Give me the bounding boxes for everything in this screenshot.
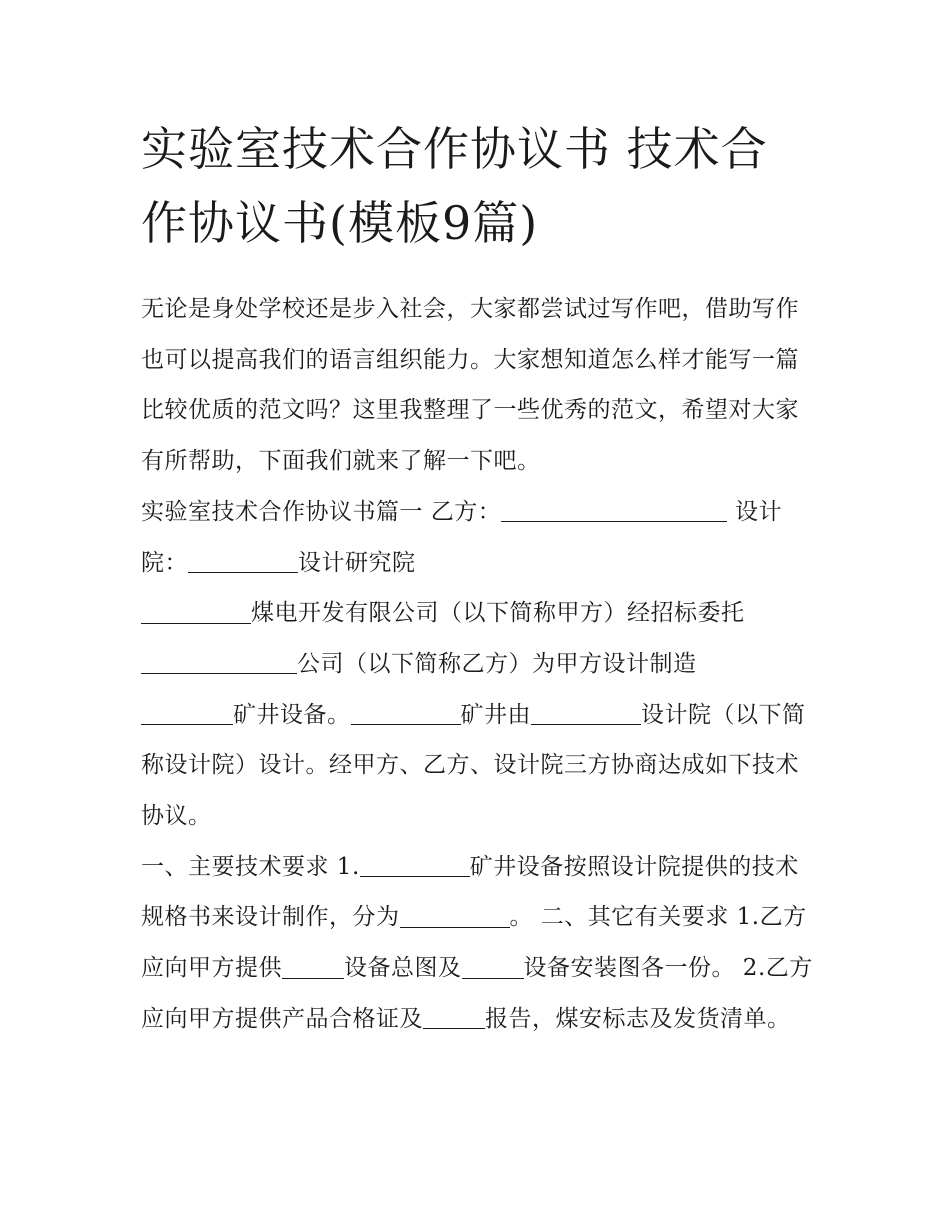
agreement-paragraph-3	[141, 639, 813, 690]
document-body	[141, 284, 813, 1045]
text-segment: 公司（以下简称乙方）为甲方设计制造	[297, 650, 697, 677]
document-title: 实验室技术合作协议书 技术合作协议书(模板9篇)	[141, 122, 768, 250]
text-segment: 。 二、其它有关要求 1.乙方应向甲方提供	[141, 904, 807, 982]
agreement-paragraph-4	[141, 690, 813, 842]
text-segment: 一、主要技术要求 1.	[141, 853, 360, 880]
text-segment: 设备安装图各一份。 2.乙方应向甲方提供产品合格证及	[141, 955, 813, 1032]
text-segment: 设备总图及	[344, 955, 462, 982]
text-segment: 矿井设备。	[233, 701, 351, 728]
text-segment: 矿井设备按照设计院提供的技术规格书来设计制作，分为	[141, 853, 799, 931]
intro-paragraph: 无论是身处学校还是步入社会，大家都尝试过写作吧，借助写作也可以提高我们的语言组织能力。大家想知道怎么样才能写一篇比较优质的范文吗？这里我整理了一些优秀的范文，希望对大家有所帮助，下面我们就来了解一下吧。	[141, 296, 799, 475]
text-segment: 矿井由	[460, 701, 531, 728]
fill-blank	[351, 698, 461, 725]
fill-blank	[141, 596, 251, 623]
fill-blank	[423, 1002, 485, 1029]
fill-blank	[282, 951, 344, 978]
text-segment: 设计院：	[141, 498, 783, 576]
text-segment: 设计院（以下简称设计院）设计。经甲方、乙方、设计院三方协商达成如下技术协议。	[141, 701, 806, 830]
text-segment: 报告，煤安标志及发货清单。	[485, 1005, 791, 1032]
text-segment: 煤电开发有限公司（以下简称甲方）经招标委托	[251, 600, 745, 627]
fill-blank	[141, 698, 233, 725]
agreement-paragraph-5	[141, 842, 813, 1045]
document-page	[141, 112, 813, 1045]
text-segment: 设计研究院	[298, 549, 416, 576]
text-segment: 实验室技术合作协议书篇一 乙方：	[141, 498, 502, 525]
fill-blank	[188, 546, 298, 573]
fill-blank	[462, 951, 524, 978]
agreement-paragraph-1	[141, 487, 813, 588]
fill-blank	[141, 647, 297, 674]
fill-blank	[360, 850, 470, 877]
agreement-paragraph-2	[141, 588, 813, 639]
fill-blank	[400, 900, 510, 927]
fill-blank	[501, 495, 727, 522]
fill-blank	[531, 698, 641, 725]
